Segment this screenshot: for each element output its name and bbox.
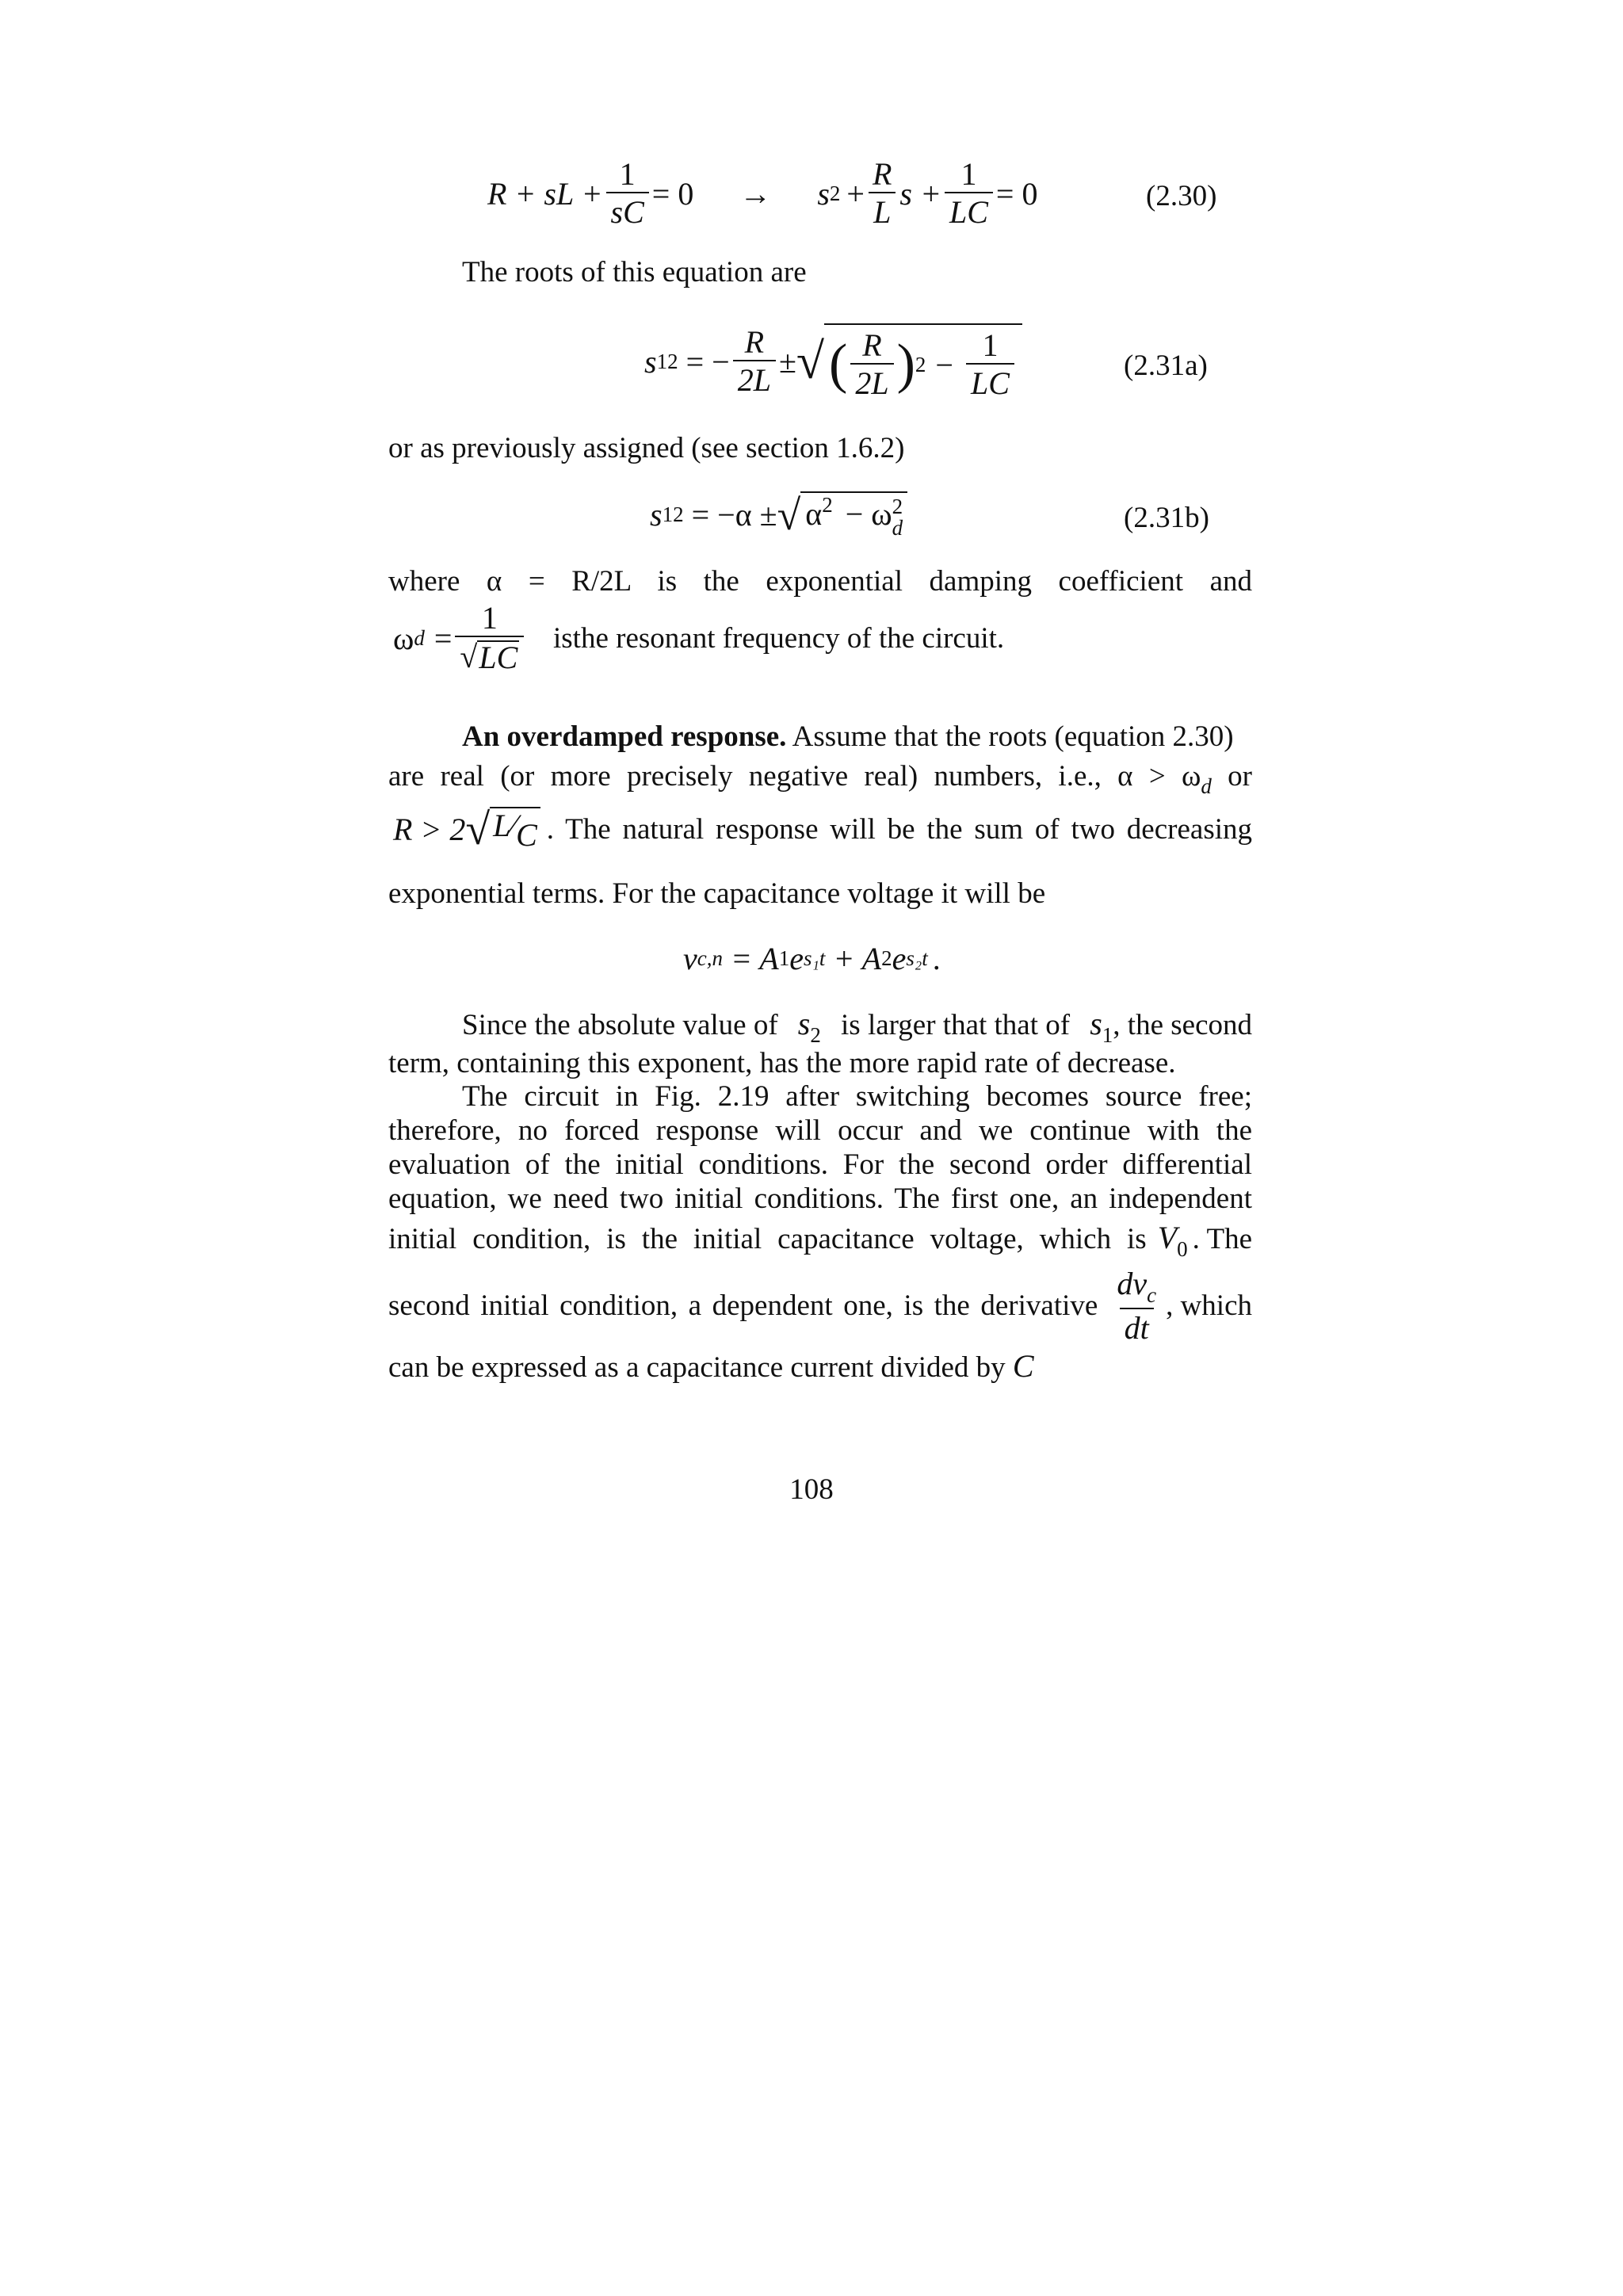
- overdamped-line-1: An overdamped response. Assume that the roots (equation 2.30): [462, 720, 1234, 753]
- omega-d-definition: ω d = 1 √ LC: [393, 602, 527, 674]
- previously-assigned-text: or as previously assigned (see section 1.6.2): [388, 432, 905, 464]
- eq-2-31a-frac-r-2l: $\frac{R}{2L}$: [733, 327, 776, 396]
- equation-2-31a: s 12 = − $\frac{R}{2L}$ ± √ ( $\frac{R}{2L}$ ) 2 − $\frac{1}{LC}$: [644, 323, 1022, 399]
- circuit-line-3: evaluation of the initial conditions. For the second order differential: [388, 1148, 1252, 1181]
- vcn-equation: v c,n = A 1 e s₁t + A 2 e s₂t .: [683, 941, 941, 976]
- equation-2-31b: s 12 = −α ± √ $\alpha^2 - \omega$ 2 d: [650, 491, 907, 539]
- overdamped-line-4: exponential terms. For the capacitance voltage it will be: [388, 877, 1046, 910]
- overdamped-line-3: R > 2 √ L⁄C . The natural response will be the sum of two decreasing: [393, 805, 1252, 854]
- resonant-frequency-text: isthe resonant frequency of the circuit.: [553, 622, 1005, 655]
- equation-2-30: R + sL + $\frac{1}{sC}$ = 0 → s 2 + $\frac{R}{L}$ s + $\frac{1}{LC}$ = 0: [487, 156, 1038, 230]
- sqrt-content: ( $\frac{R}{2L}$ ) 2 − $\frac{1}{LC}$: [824, 323, 1022, 399]
- page-number: 108: [789, 1473, 834, 1506]
- eq-2-30-lhs: R + sL +: [487, 175, 603, 212]
- since-line-1: Since the absolute value of $s_2$ is larger that that of $s_1$, the second: [462, 1006, 1252, 1047]
- circuit-line-5: initial condition, is the initial capacitance voltage, which is $V_0$ . The: [388, 1220, 1252, 1261]
- circuit-line-6: second initial condition, a dependent one, is the derivative $\frac{dv_c}{dt}$ , which: [388, 1266, 1252, 1346]
- eq-2-30-frac-r-l: $\frac{R}{L}$: [868, 159, 896, 228]
- since-line-2: term, containing this exponent, has the more rapid rate of decrease.: [388, 1047, 1176, 1079]
- sqrt-symbol: √: [777, 491, 801, 539]
- overdamped-heading: An overdamped response.: [462, 720, 787, 753]
- equation-number-2-30: (2.30): [1146, 180, 1217, 212]
- eq-2-30-frac-1-sc: $\frac{1}{sC}$: [606, 159, 649, 228]
- arrow-symbol: →: [739, 175, 772, 212]
- roots-intro-text: The roots of this equation are: [462, 256, 807, 288]
- sqrt-content: $\alpha^2 - \omega$ 2 d: [800, 491, 907, 539]
- equation-number-2-31b: (2.31b): [1124, 502, 1209, 534]
- circuit-line-1: The circuit in Fig. 2.19 after switching becomes source free;: [462, 1080, 1252, 1113]
- where-alpha-text: where α = R/2L is the exponential damping coefficient and: [388, 565, 1252, 598]
- circuit-line-2: therefore, no forced response will occur and we continue with the: [388, 1114, 1252, 1147]
- eq-2-30-frac-1-lc: $\frac{1}{LC}$: [945, 159, 993, 228]
- sqrt-symbol: √: [796, 333, 825, 389]
- dvc-dt-fraction: $\frac{dv_c}{dt}$: [1117, 1266, 1157, 1346]
- equation-number-2-31a: (2.31a): [1124, 350, 1208, 382]
- circuit-line-7: can be expressed as a capacitance current divided by C: [388, 1348, 1034, 1384]
- circuit-line-4: equation, we need two initial conditions. The first one, an independent: [388, 1182, 1252, 1215]
- overdamped-line-2: are real (or more precisely negative real) numbers, i.e., $\alpha > \omega_d$ or: [388, 760, 1252, 798]
